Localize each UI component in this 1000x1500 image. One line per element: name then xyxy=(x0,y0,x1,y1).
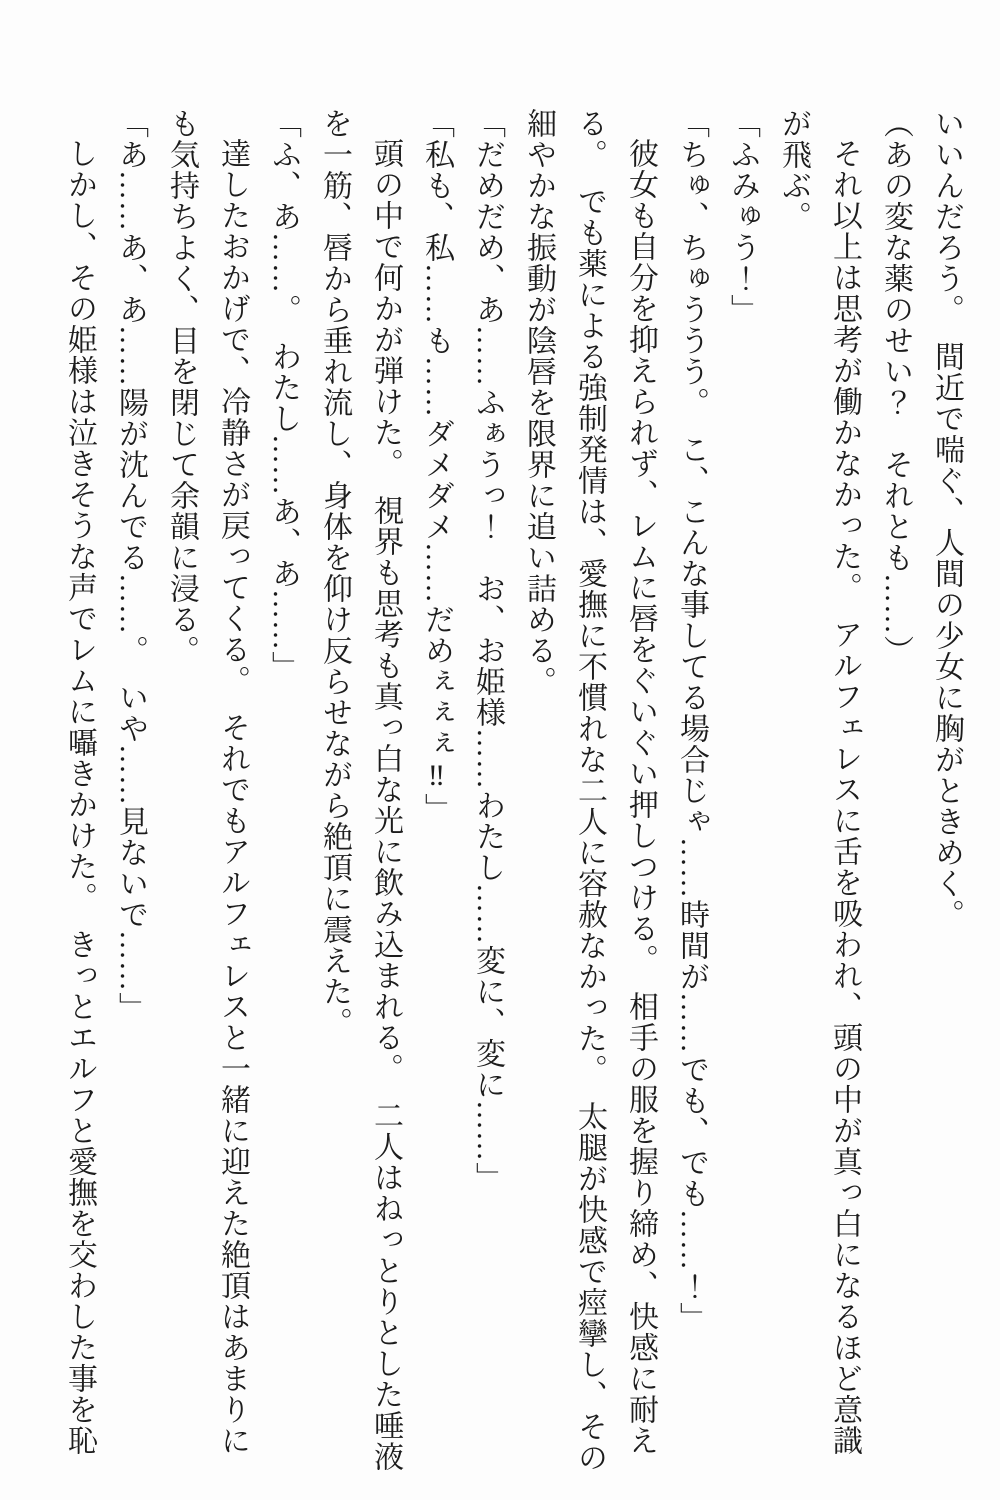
paragraph: しかし、その姫様は泣きそうな声でレムに囁きかけた。 きっとエルフと愛撫を交わした事を恥 xyxy=(63,138,96,1456)
paragraph: 頭の中で何かが弾けた。 視界も思考も真っ白な光に飲み込まれる。 二人はねっとりとした唾液を一筋、唇から垂れ流し、身体を仰け反らせながら絶頂に震えた。 xyxy=(318,108,402,1472)
paragraph: 「私も、私……も……ダメダメ……だめぇぇぇ‼」 xyxy=(420,108,453,824)
paragraph: 「あ……あ、あ……陽が沈んでる……。 いや……見ないで……」 xyxy=(114,108,147,1023)
paragraph: 彼女も自分を抑えられず、レムに唇をぐいぐい押しつける。 相手の服を握り締め、快感に耐える。 でも薬による強制発情は、愛撫に不慣れな二人に容赦なかった。 太腿が快感で痙攣し、その細やかな振動が陰唇を限界に追い詰める。 xyxy=(522,108,657,1473)
paragraph: （あの変な薬のせい？ それとも……） xyxy=(879,108,912,666)
paragraph: 「ちゅ、ちゅううう。 こ、こんな事してる場合じゃ……時間が……でも、でも……！」 xyxy=(675,108,708,1333)
paragraph: それ以上は思考が働かなかった。 アルフェレスに舌を吸われ、頭の中が真っ白になるほど意識が飛ぶ。 xyxy=(777,108,861,1456)
paragraph: 「ふ、あ……。 わたし……あ、あ……」 xyxy=(267,108,300,682)
paragraph: 「ふみゅう！」 xyxy=(726,108,759,325)
paragraph: 達したおかげで、冷静さが戻ってくる。 それでもアルフェレスと一緒に迎えた絶頂はあまりにも気持ちよく、目を閉じて余韻に浸る。 xyxy=(165,108,249,1456)
vertical-text-block xyxy=(54,108,972,1484)
paragraph: いいんだろう。 間近で喘ぐ、人間の少女に胸がときめく。 xyxy=(930,108,963,930)
paragraph: 「だめだめ、あ……ふぁうっ！ お、お姫様……わたし……変に、変に……」 xyxy=(471,108,504,1193)
